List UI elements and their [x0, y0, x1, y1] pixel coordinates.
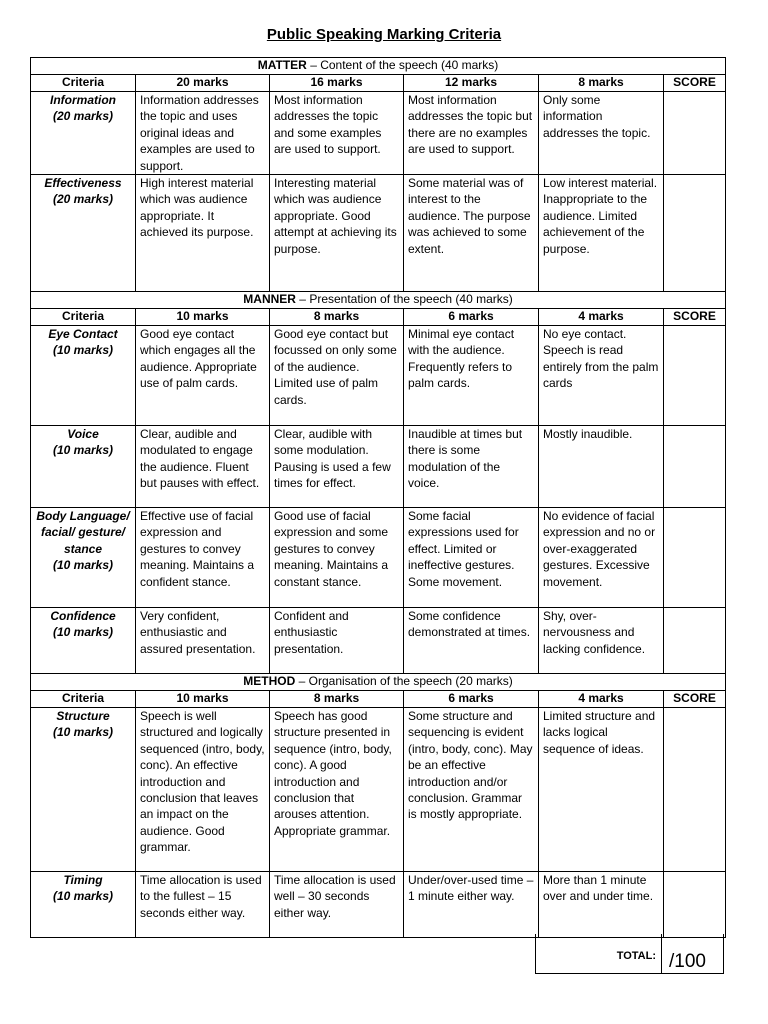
column-header: SCORE [664, 309, 726, 326]
criteria-marks: (20 marks) [52, 192, 114, 207]
descriptor-cell: Inaudible at times but there is some modulation of the voice. [404, 426, 539, 508]
criteria-cell [31, 92, 136, 175]
column-header: 12 marks [404, 75, 539, 92]
descriptor-cell: Speech is well structured and logically sequenced (intro, body, conc). An effective introduction and conclusion that leaves an impact on the audience. Good grammar. [136, 708, 270, 872]
descriptor-cell: Mostly inaudible. [539, 426, 664, 508]
score-cell[interactable] [664, 326, 726, 426]
descriptor-cell: Some confidence demonstrated at times. [404, 608, 539, 674]
column-header: Criteria [31, 691, 136, 708]
column-header: 4 marks [539, 309, 664, 326]
section-name: METHOD [243, 674, 296, 689]
criteria-cell [31, 326, 136, 426]
criteria-cell [31, 426, 136, 508]
criteria-marks: (10 marks) [52, 343, 114, 358]
header-row [31, 309, 726, 326]
column-header: 6 marks [404, 691, 539, 708]
descriptor-cell: Speech has good structure presented in sequence (intro, body, conc). A good introduction and conclusion that arouses attention. Appropriate grammar. [270, 708, 404, 872]
score-cell[interactable] [664, 175, 726, 292]
criteria-marks: (20 marks) [52, 109, 114, 124]
descriptor-cell: Some facial expressions used for effect. Limited or ineffective gestures. Some movement. [404, 508, 539, 608]
criteria-row [31, 426, 726, 508]
criteria-name: Timing [63, 873, 103, 888]
descriptor-cell: Good eye contact but focussed on only some of the audience. Limited use of palm cards. [270, 326, 404, 426]
marking-criteria-table [30, 57, 726, 938]
section-name: MATTER [257, 58, 307, 72]
criteria-row [31, 608, 726, 674]
section-description: Content of the speech (40 marks) [320, 58, 499, 72]
descriptor-cell: More than 1 minute over and under time. [539, 872, 664, 938]
page-title: Public Speaking Marking Criteria [266, 26, 502, 43]
column-header: 4 marks [539, 691, 664, 708]
descriptor-cell: Limited structure and lacks logical sequence of ideas. [539, 708, 664, 872]
descriptor-cell: High interest material which was audience appropriate. It achieved its purpose. [136, 175, 270, 292]
criteria-row [31, 872, 726, 938]
section-separator: – [295, 292, 310, 307]
criteria-name: Structure [56, 709, 110, 724]
section-separator: – [295, 674, 309, 689]
descriptor-cell: Most information addresses the topic but there are no examples are used to support. [404, 92, 539, 175]
section-separator: – [306, 58, 321, 72]
criteria-name: Eye Contact [48, 327, 118, 342]
score-cell[interactable] [664, 608, 726, 674]
descriptor-cell: No evidence of facial expression and no or over-exaggerated gestures. Excessive movement. [539, 508, 664, 608]
descriptor-cell: Time allocation is used well – 30 seconds either way. [270, 872, 404, 938]
criteria-cell [31, 708, 136, 872]
section-description: Presentation of the speech (40 marks) [309, 292, 513, 307]
column-header: SCORE [664, 75, 726, 92]
criteria-name: Voice [67, 427, 99, 442]
descriptor-cell: No eye contact. Speech is read entirely from the palm cards [539, 326, 664, 426]
descriptor-cell: Effective use of facial expression and gestures to convey meaning. Maintains a confident stance. [136, 508, 270, 608]
section-heading [31, 674, 726, 691]
descriptor-cell: Good use of facial expression and some gestures to convey meaning. Maintains a constant stance. [270, 508, 404, 608]
descriptor-cell: Information addresses the topic and uses original ideas and examples are used to support. [136, 92, 270, 175]
descriptor-cell: Low interest material. Inappropriate to the audience. Limited achievement of the purpose. [539, 175, 664, 292]
criteria-marks: (10 marks) [52, 725, 114, 740]
criteria-marks: (10 marks) [52, 443, 114, 458]
column-header: 20 marks [136, 75, 270, 92]
criteria-marks: (10 marks) [52, 625, 114, 640]
criteria-marks: (10 marks) [52, 558, 114, 573]
descriptor-cell: Some material was of interest to the audience. The purpose was achieved to some extent. [404, 175, 539, 292]
descriptor-cell: Confident and enthusiastic presentation. [270, 608, 404, 674]
descriptor-cell: Some structure and sequencing is evident (intro, body, conc). May be an effective introduction and/or conclusion. Grammar is mostly appropriate. [404, 708, 539, 872]
descriptor-cell: Under/over-used time – 1 minute either way. [404, 872, 539, 938]
section-name: MANNER [243, 292, 296, 307]
total-divider [661, 934, 662, 974]
descriptor-cell: Minimal eye contact with the audience. Frequently refers to palm cards. [404, 326, 539, 426]
descriptor-cell: Time allocation is used to the fullest – 15 seconds either way. [136, 872, 270, 938]
criteria-name: Body Language/ facial/ gesture/ stance [36, 509, 130, 556]
section-manner-row [31, 292, 726, 309]
descriptor-cell: Clear, audible and modulated to engage the audience. Fluent but pauses with effect. [136, 426, 270, 508]
criteria-marks: (10 marks) [52, 889, 114, 904]
column-header: 8 marks [270, 691, 404, 708]
descriptor-cell: Very confident, enthusiastic and assured presentation. [136, 608, 270, 674]
column-header: 10 marks [136, 309, 270, 326]
descriptor-cell: Shy, over-nervousness and lacking confidence. [539, 608, 664, 674]
score-cell[interactable] [664, 508, 726, 608]
descriptor-cell: Only some information addresses the topic. [539, 92, 664, 175]
criteria-name: Information [50, 93, 116, 107]
descriptor-cell: Good eye contact which engages all the audience. Appropriate use of palm cards. [136, 326, 270, 426]
score-cell[interactable] [664, 92, 726, 175]
criteria-row [31, 326, 726, 426]
header-row [31, 691, 726, 708]
score-cell[interactable] [664, 708, 726, 872]
section-matter-row [31, 58, 726, 75]
total-label: TOTAL: [616, 950, 656, 962]
criteria-cell [31, 608, 136, 674]
descriptor-cell: Most information addresses the topic and some examples are used to support. [270, 92, 404, 175]
criteria-row [31, 708, 726, 872]
column-header: SCORE [664, 691, 726, 708]
column-header: 6 marks [404, 309, 539, 326]
column-header: 8 marks [270, 309, 404, 326]
section-heading [31, 292, 726, 309]
descriptor-cell: Clear, audible with some modulation. Pausing is used a few times for effect. [270, 426, 404, 508]
total-value: /100 [669, 951, 706, 972]
criteria-row [31, 92, 726, 175]
total-box [535, 934, 724, 974]
column-header: 8 marks [539, 75, 664, 92]
criteria-row [31, 175, 726, 292]
section-method-row [31, 674, 726, 691]
criteria-cell [31, 872, 136, 938]
column-header: 16 marks [270, 75, 404, 92]
criteria-cell [31, 508, 136, 608]
section-heading [31, 58, 726, 75]
criteria-name: Effectiveness [44, 176, 122, 191]
header-row [31, 75, 726, 92]
criteria-cell [31, 175, 136, 292]
criteria-name: Confidence [50, 609, 116, 624]
score-cell[interactable] [664, 426, 726, 508]
score-cell[interactable] [664, 872, 726, 938]
criteria-row [31, 508, 726, 608]
column-header: Criteria [31, 309, 136, 326]
column-header: Criteria [31, 75, 136, 92]
column-header: 10 marks [136, 691, 270, 708]
descriptor-cell: Interesting material which was audience appropriate. Good attempt at achieving its purpose. [270, 175, 404, 292]
section-description: Organisation of the speech (20 marks) [308, 674, 513, 689]
